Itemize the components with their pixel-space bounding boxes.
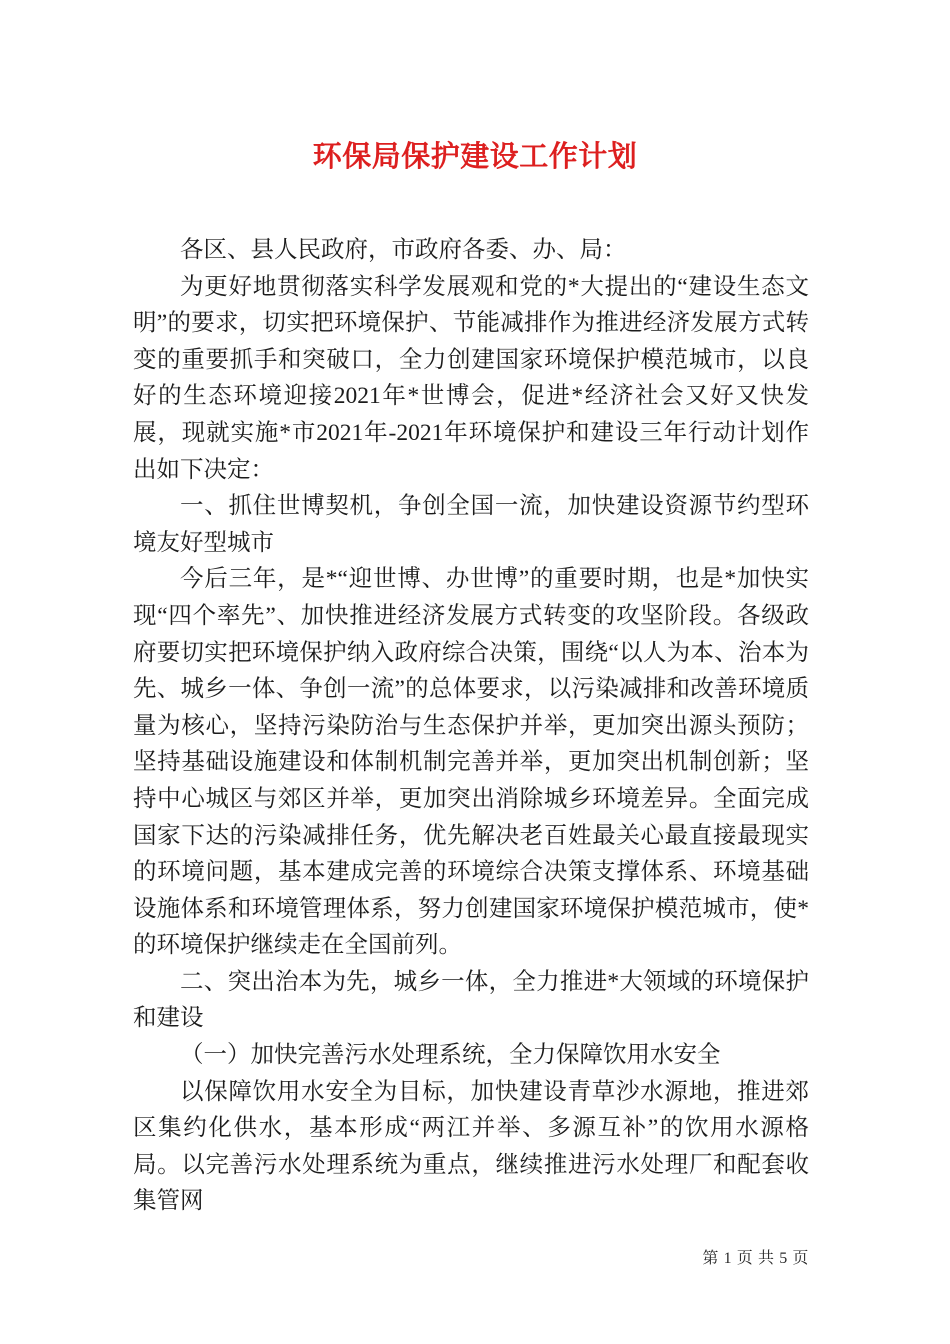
page-number-footer: 第 1 页 共 5 页 xyxy=(702,1250,809,1267)
paragraph-preamble: 为更好地贯彻落实科学发展观和党的*大提出的“建设生态文明”的要求，切实把环境保护、节能减排作为推进经济发展方式转变的重要抓手和突破口，全力创建国家环境保护模范城市，以良好的生态环境迎接2021年*世博会，促进*经济社会又好又快发展，现就实施*市2021年-2021年环境保护和建设三年行动计划作出如下决定： xyxy=(133,273,809,483)
paragraph-subsection-one-heading: （一）加快完善污水处理系统，全力保障饮用水安全 xyxy=(180,1042,721,1069)
paragraph-section-one-heading: 一、抓住世博契机，争创全国一流，加快建设资源节约型环境友好型城市 xyxy=(133,493,809,556)
document-body xyxy=(133,232,809,1220)
paragraph-section-two-heading: 二、突出治本为先，城乡一体，全力推进*大领域的环境保护和建设 xyxy=(133,968,809,1032)
paragraph-salutation: 各区、县人民政府，市政府各委、办、局： xyxy=(180,237,627,263)
page-title: 环保局保护建设工作计划 xyxy=(312,141,638,174)
paragraph-subsection-one-body: 以保障饮用水安全为目标，加快建设青草沙水源地，推进郊区集约化供水，基本形成“两江并举、多源互补”的饮用水源格局。以完善污水处理系统为重点，继续推进污水处理厂和配套收集管网 xyxy=(133,1078,809,1215)
paragraph-section-one-body: 今后三年，是*“迎世博、办世博”的重要时期，也是*加快实现“四个率先”、加快推进经济发展方式转变的攻坚阶段。各级政府要切实把环境保护纳入政府综合决策，围绕“以人为本、治本为先、城乡一体、争创一流”的总体要求，以污染减排和改善环境质量为核心，坚持污染防治与生态保护并举，更加突出源头预防；坚持基础设施建设和体制机制完善并举，更加突出机制创新；坚持中心城区与郊区并举，更加突出消除城乡环境差异。全面完成国家下达的污染减排任务，优先解决老百姓最关心最直接最现实的环境问题，基本建成完善的环境综合决策支撑体系、环境基础设施体系和环境管理体系，努力创建国家环境保护模范城市，使*的环境保护继续走在全国前列。 xyxy=(133,566,809,959)
